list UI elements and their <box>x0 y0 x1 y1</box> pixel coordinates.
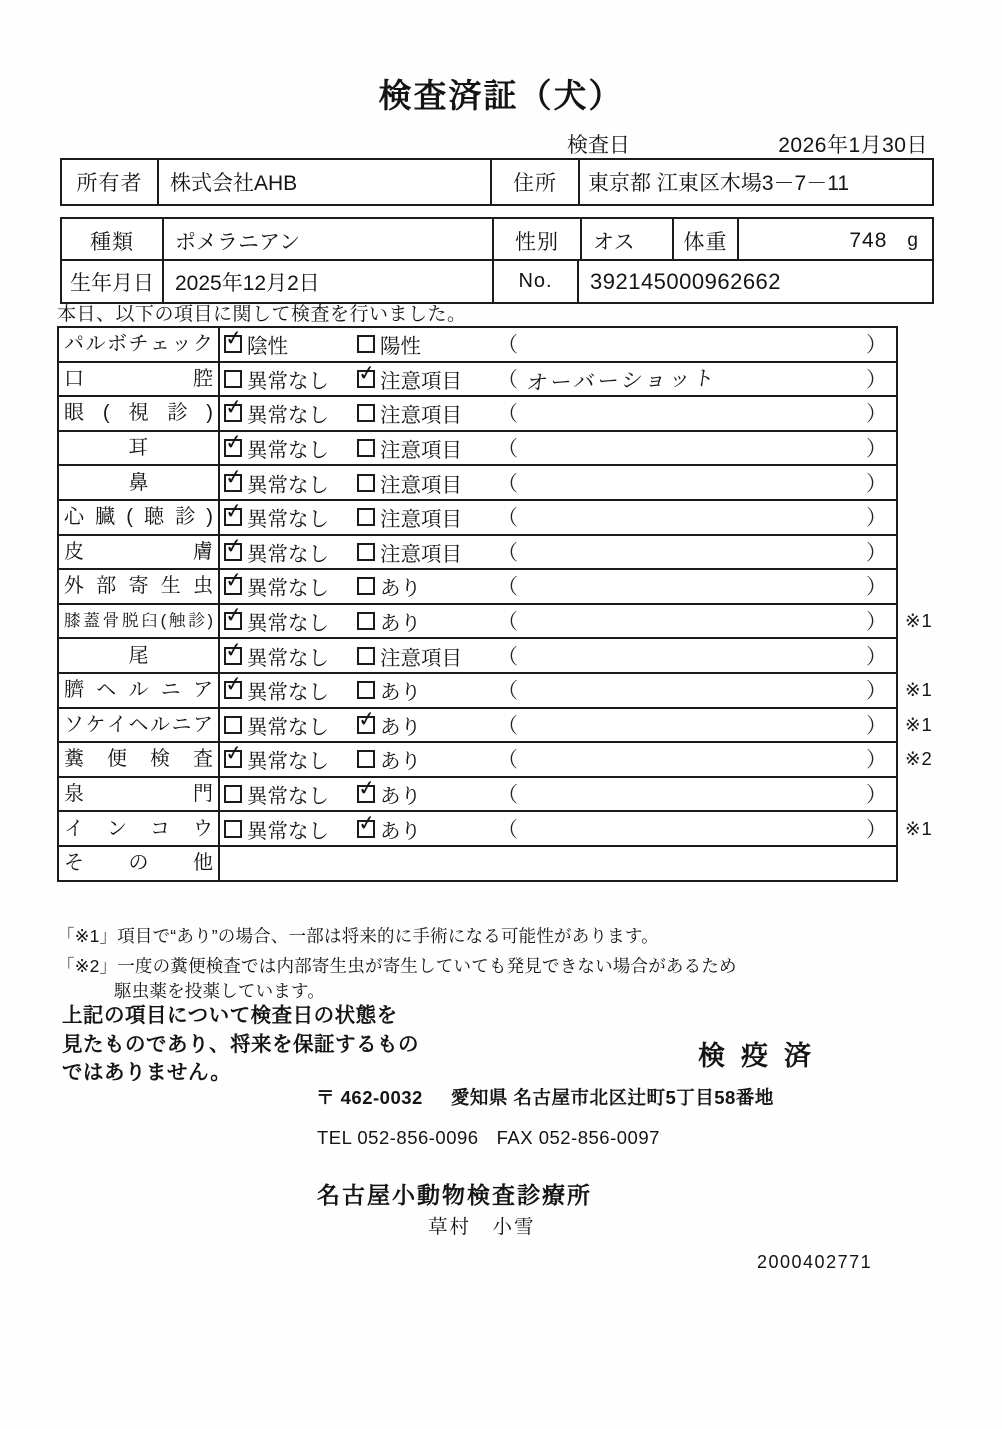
option-secondary <box>357 743 421 776</box>
footnote-2-cont: 駆虫薬を投薬しています。 <box>114 981 325 1001</box>
option-secondary <box>357 536 462 569</box>
inspection-item-result <box>220 463 896 499</box>
inspection-row <box>57 464 898 501</box>
breed-value: ポメラニアン <box>162 219 492 263</box>
option-label: 注意項目 <box>380 369 462 393</box>
option-primary <box>223 498 329 534</box>
check-mark: ✓ <box>223 636 244 663</box>
paren-open: （ <box>497 714 518 738</box>
checkbox-checked <box>223 740 244 768</box>
inspection-item-label: ソ ケ イ ヘ ル ニ ア <box>59 709 220 742</box>
option-primary <box>223 671 329 707</box>
inspection-row <box>57 568 898 605</box>
address-label: 住所 <box>490 160 578 204</box>
fax-number: FAX 052-856-0097 <box>496 1127 660 1148</box>
disclaimer-text <box>62 1002 419 1088</box>
paren-close: ） <box>866 368 887 392</box>
checkbox-unchecked <box>357 577 375 595</box>
option-primary <box>223 325 288 361</box>
inspection-table <box>57 325 933 882</box>
check-mark: ✓ <box>223 671 244 698</box>
disclaimer-line-1: 上記の項目について検査日の状態を <box>62 1004 398 1027</box>
checkbox-unchecked <box>357 404 375 422</box>
no-value: 392145000962662 <box>577 261 932 302</box>
paren-close: ） <box>866 506 887 530</box>
paren-open: （ <box>497 368 518 392</box>
option-primary <box>223 636 329 672</box>
paren-close: ） <box>866 437 887 461</box>
check-mark: ✓ <box>356 359 377 386</box>
paren-open: （ <box>497 679 518 703</box>
option-primary <box>223 463 329 499</box>
inspection-item-result <box>220 394 896 430</box>
paren-open: （ <box>497 818 518 842</box>
option-secondary <box>356 775 421 811</box>
option-label: 注意項目 <box>380 439 462 463</box>
option-label: 異常なし <box>247 785 329 809</box>
checkbox-unchecked <box>357 543 375 561</box>
option-label: 異常なし <box>247 612 329 636</box>
option-label: 注意項目 <box>380 646 462 670</box>
checkbox-unchecked <box>224 785 242 803</box>
check-mark: ✓ <box>356 809 377 836</box>
page-title: 検査済証（犬） <box>378 77 624 114</box>
inspection-item-label: 泉 門 <box>59 778 220 811</box>
option-label: 異常なし <box>247 681 329 705</box>
inspection-row <box>57 534 898 571</box>
reference-mark: ※1 <box>905 713 933 735</box>
paren-close: ） <box>866 783 887 807</box>
exam-date-label: 検査日 <box>567 134 630 157</box>
reference-mark: ※1 <box>905 817 933 839</box>
option-label: 異常なし <box>247 404 329 428</box>
checkbox-unchecked <box>357 750 375 768</box>
inspection-item-label: 口 腔 <box>59 363 220 396</box>
option-label: 異常なし <box>247 542 329 566</box>
option-label: 陽性 <box>380 335 421 359</box>
option-secondary <box>357 501 462 534</box>
owner-label: 所有者 <box>76 172 143 195</box>
checkbox-unchecked <box>357 439 375 457</box>
inspection-item-result <box>220 671 933 707</box>
option-primary <box>223 602 329 638</box>
option-primary <box>224 778 329 811</box>
inspection-item-result <box>220 775 896 811</box>
inspection-item-result <box>220 359 896 396</box>
option-secondary <box>357 605 421 638</box>
inspection-item-result <box>220 705 933 742</box>
checkbox-unchecked <box>224 716 242 734</box>
paren-close: ） <box>866 541 887 565</box>
check-mark: ✓ <box>223 532 244 559</box>
inspection-item-label: イ ン コ ウ <box>59 812 220 845</box>
option-primary <box>223 532 329 569</box>
paren-open: （ <box>497 610 518 634</box>
inspection-row <box>57 776 898 813</box>
option-label: 異常なし <box>247 439 329 463</box>
exam-date-value: 2026年1月30日 <box>778 134 928 157</box>
option-secondary <box>357 432 462 465</box>
footnote-1: 「※1」項目で“あり”の場合、一部は将来的に手術になる可能性があります。 <box>57 926 659 946</box>
inspection-item-result <box>220 567 896 603</box>
inspection-item-label: 糞 便 検 査 <box>59 743 220 776</box>
checkbox-unchecked <box>224 820 242 838</box>
option-label: あり <box>380 612 421 636</box>
option-primary <box>223 567 329 603</box>
inspection-item-label: 眼 ( 視 診 ) <box>59 397 220 430</box>
option-secondary <box>357 674 421 707</box>
inspection-row <box>57 809 933 847</box>
checkbox-checked <box>356 809 377 838</box>
reference-mark: ※2 <box>905 748 933 770</box>
inspection-item-label: 皮 膚 <box>59 536 220 569</box>
option-label: あり <box>380 750 421 774</box>
paren-close: ） <box>866 748 887 772</box>
inspection-item-label: 臍 ヘ ル ニ ア <box>59 674 220 707</box>
option-primary <box>224 812 329 845</box>
check-mark: ✓ <box>223 567 244 594</box>
weight-label: 体重 <box>672 219 737 263</box>
inspection-row <box>57 395 898 432</box>
option-label: 注意項目 <box>380 508 462 532</box>
pet-info-row <box>60 217 934 265</box>
tel-number: TEL 052-856-0096 <box>317 1127 479 1148</box>
paren-close: ） <box>866 402 887 426</box>
weight-value: 748 <box>849 229 888 252</box>
paren-open: （ <box>497 541 518 565</box>
inspection-item-label: 心 臓 ( 聴 診 ) <box>59 501 220 534</box>
clinic-address-line <box>316 1084 774 1110</box>
option-label: 異常なし <box>247 369 329 393</box>
inspection-row <box>57 602 933 640</box>
check-mark: ✓ <box>223 463 244 490</box>
inspection-item-result <box>220 532 896 569</box>
paren-open: （ <box>497 748 518 772</box>
option-label: 異常なし <box>247 577 329 601</box>
inspection-row <box>57 845 898 882</box>
inspection-item-label: 尾 <box>59 639 220 672</box>
checkbox-unchecked <box>357 335 375 353</box>
birth-value: 2025年12月2日 <box>162 261 492 302</box>
paren-close: ） <box>866 679 887 703</box>
option-label: 注意項目 <box>380 542 462 566</box>
intro-line: 本日、以下の項目に関して検査を行いました。 <box>57 304 467 325</box>
disclaimer-line-2: 見たものであり、将来を保証するもの <box>62 1032 419 1056</box>
checkbox-unchecked <box>357 612 375 630</box>
paren-open: （ <box>497 333 518 357</box>
option-label: あり <box>380 819 421 843</box>
inspection-item-result <box>220 498 896 534</box>
paren-open: （ <box>497 575 518 599</box>
option-label: 異常なし <box>247 508 329 532</box>
option-label: あり <box>380 681 421 705</box>
option-label: 異常なし <box>247 819 329 843</box>
check-mark: ✓ <box>223 498 244 525</box>
reference-mark: ※1 <box>905 679 933 701</box>
checkbox-checked <box>223 394 244 422</box>
option-label: 異常なし <box>247 715 329 739</box>
checkbox-checked <box>356 359 377 388</box>
checkbox-unchecked <box>357 474 375 492</box>
inspection-row <box>57 705 933 744</box>
paren-open: （ <box>497 402 518 426</box>
address-value: 東京都 江東区木場3－7－11 <box>578 160 932 204</box>
reference-mark: ※1 <box>905 610 933 632</box>
option-label: 異常なし <box>247 473 329 497</box>
checkbox-checked <box>223 498 244 526</box>
paren-open: （ <box>497 506 518 530</box>
check-mark: ✓ <box>223 740 244 767</box>
option-primary <box>224 363 329 396</box>
option-primary <box>223 394 329 430</box>
inspection-item-result <box>220 429 896 465</box>
inspection-item-result <box>220 636 896 672</box>
checkbox-unchecked <box>357 647 375 665</box>
checkbox-unchecked <box>357 508 375 526</box>
option-secondary <box>356 359 462 396</box>
option-label: 異常なし <box>247 750 329 774</box>
footnote-2: 「※2」一度の糞便検査では内部寄生虫が寄生していても発見できない場合があるため <box>57 956 737 976</box>
inspection-item-label: 耳 <box>59 432 220 465</box>
no-label: No. <box>492 261 577 302</box>
option-secondary <box>357 570 421 603</box>
inspection-item-result <box>220 847 896 880</box>
checkbox-checked <box>223 532 244 561</box>
birth-id-row <box>60 259 934 304</box>
option-label: 注意項目 <box>380 473 462 497</box>
owner-table <box>60 158 934 206</box>
checkbox-unchecked <box>357 681 375 699</box>
option-primary <box>223 429 329 465</box>
breed-label: 種類 <box>90 231 134 254</box>
inspection-row <box>57 430 898 467</box>
inspection-row <box>57 671 933 709</box>
clinic-name: 名古屋小動物検査診療所 <box>317 1182 592 1208</box>
inspection-item-label: そ の 他 <box>59 847 220 880</box>
check-mark: ✓ <box>356 705 377 732</box>
checkbox-checked <box>223 671 244 699</box>
option-secondary <box>356 809 421 845</box>
option-secondary <box>356 705 421 742</box>
paren-close: ） <box>866 472 887 496</box>
inspection-item-result <box>220 325 896 361</box>
birth-label: 生年月日 <box>70 271 154 295</box>
paren-close: ） <box>866 333 887 357</box>
inspection-row <box>57 637 898 674</box>
inspection-item-label: パ ル ボ チ ェ ッ ク <box>59 328 220 361</box>
option-secondary <box>357 328 421 361</box>
option-label: あり <box>380 785 421 809</box>
checkbox-checked <box>223 636 244 665</box>
option-label: あり <box>380 715 421 739</box>
owner-value: 株式会社AHB <box>157 160 490 204</box>
paren-close: ） <box>866 575 887 599</box>
option-secondary <box>357 639 462 672</box>
serial-number: 2000402771 <box>757 1252 873 1272</box>
weight-unit: g <box>907 230 918 251</box>
inspection-item-result <box>220 740 933 776</box>
sex-value: オス <box>580 219 672 263</box>
inspection-item-label: 膝 蓋 骨 脱 臼 ( 触 診 ) <box>59 605 220 638</box>
checkbox-checked <box>223 567 244 595</box>
phone-line <box>317 1127 660 1149</box>
paren-close: ） <box>866 610 887 634</box>
paren-open: （ <box>497 645 518 669</box>
checkbox-checked <box>223 602 244 630</box>
checkbox-unchecked <box>224 370 242 388</box>
paren-open: （ <box>497 437 518 461</box>
inspection-row <box>57 326 898 363</box>
check-mark: ✓ <box>223 325 244 352</box>
paren-close: ） <box>866 645 887 669</box>
option-label: 異常なし <box>247 646 329 670</box>
sex-label: 性別 <box>492 219 580 263</box>
inspection-item-result <box>220 602 933 638</box>
weight-cell <box>737 219 932 263</box>
veterinarian-name: 草村 小雪 <box>428 1216 536 1238</box>
option-secondary <box>357 466 462 499</box>
option-label: あり <box>380 577 421 601</box>
postal-code: 〒 462-0032 <box>316 1087 423 1108</box>
inspection-row <box>57 499 898 536</box>
paren-close: ） <box>866 714 887 738</box>
option-primary <box>224 709 329 742</box>
handwritten-note: オーバーショット <box>524 367 719 395</box>
inspection-item-result <box>220 809 933 845</box>
checkbox-checked <box>356 775 377 803</box>
option-secondary <box>357 397 462 430</box>
check-mark: ✓ <box>223 602 244 629</box>
paren-open: （ <box>497 783 518 807</box>
exam-date-row <box>55 129 930 155</box>
inspection-row <box>57 361 898 398</box>
check-mark: ✓ <box>223 394 244 421</box>
option-label: 注意項目 <box>380 404 462 428</box>
checkbox-checked <box>223 463 244 492</box>
checkbox-checked <box>356 705 377 734</box>
checkbox-checked <box>223 429 244 457</box>
disclaimer-line-3: ではありません。 <box>62 1061 232 1084</box>
inspection-row <box>57 740 933 778</box>
clinic-address: 愛知県 名古屋市北区辻町5丁目58番地 <box>450 1087 774 1108</box>
checkbox-checked <box>223 325 244 353</box>
quarantine-stamp: 検疫済 <box>698 1041 827 1071</box>
option-label: 陰性 <box>247 335 288 359</box>
inspection-item-label: 鼻 <box>59 466 220 499</box>
check-mark: ✓ <box>356 775 377 802</box>
check-mark: ✓ <box>223 429 244 456</box>
inspection-item-label: 外 部 寄 生 虫 <box>59 570 220 603</box>
paren-open: （ <box>497 472 518 496</box>
option-primary <box>223 740 329 776</box>
paren-close: ） <box>866 818 887 842</box>
